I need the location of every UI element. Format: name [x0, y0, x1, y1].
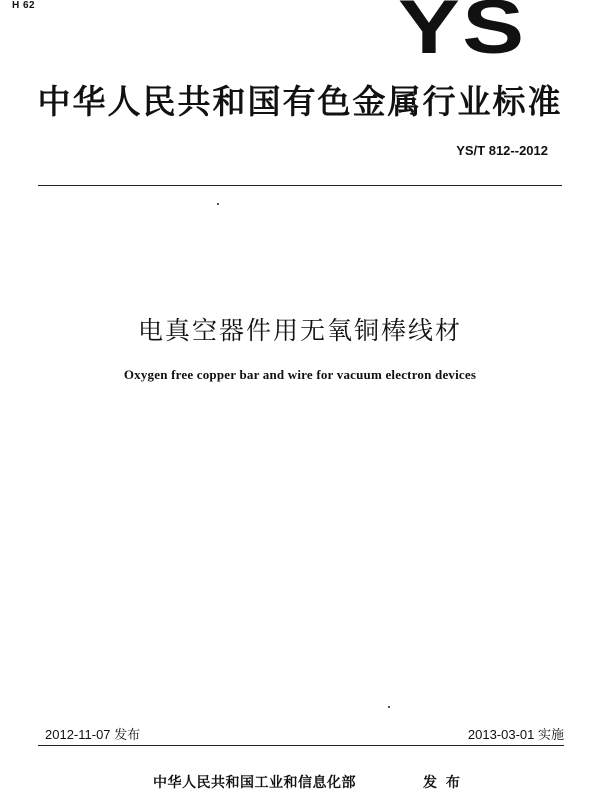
scan-speck [388, 706, 390, 708]
bottom-divider [38, 745, 564, 746]
scan-speck [217, 203, 219, 205]
ys-logo: YS [398, 0, 527, 70]
standard-number: YS/T 812--2012 [456, 143, 548, 158]
issuing-authority: 中华人民共和国工业和信息化部 [153, 775, 356, 791]
issue-date: 2012-11-07 发布 [45, 727, 141, 742]
issuer-action: 发 布 [423, 775, 462, 791]
document-title-cn: 电真空器件用无氧铜棒线材 [137, 316, 462, 345]
document-title-en: Oxygen free copper bar and wire for vacuum electron devices [123, 367, 477, 382]
standard-category-title: 中华人民共和国有色金属行业标准 [37, 82, 563, 121]
implementation-date: 2013-03-01 实施 [467, 727, 564, 742]
top-divider [38, 185, 562, 186]
classification-code: H 62 [12, 0, 36, 11]
